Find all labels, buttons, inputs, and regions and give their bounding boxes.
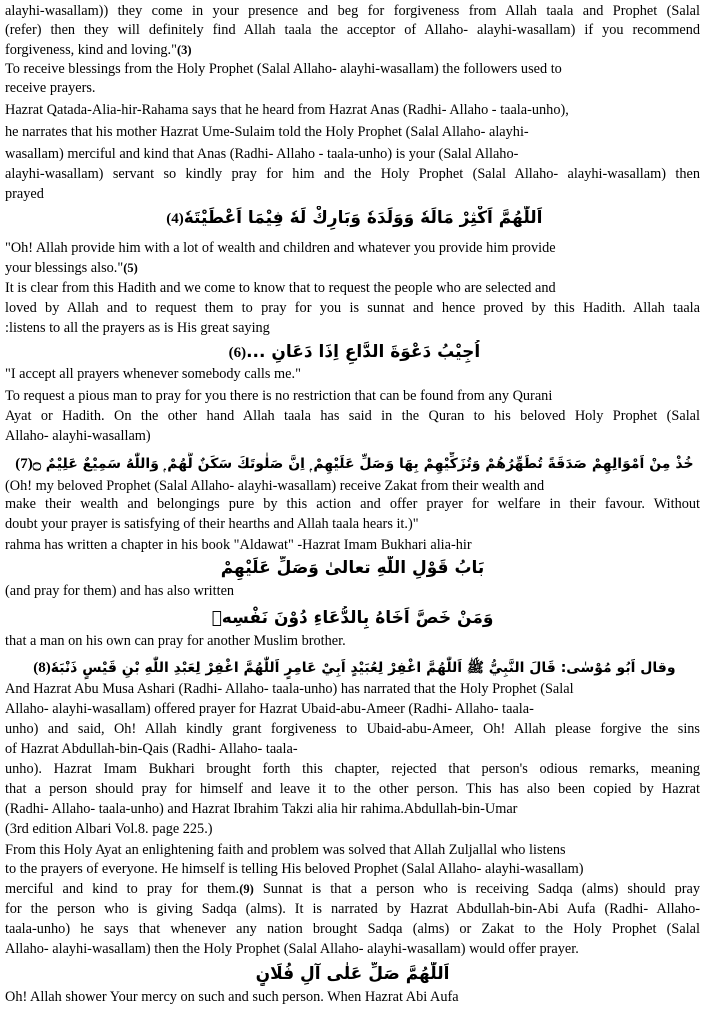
- text-line: [5, 761, 700, 778]
- footnote-reference: (7): [11, 456, 33, 472]
- line-text: alayhi-wasallam)) they come in your presence and beg for forgiveness from Allah taala and Prophet (Salal: [5, 3, 700, 19]
- line-text: rahma has written a chapter in his book "Aldawat" -Hazrat Imam Bukhari alia-hir: [5, 537, 472, 553]
- arabic-text: اَللّٰهُمَّ اَكْثِرْ مَالَهٗ وَوَلَدَهٗ وَبَارِكْ لَهٗ فِيْمَا اَعْطَيْتَهٗ: [183, 208, 543, 228]
- arabic-text: اُجِيْبُ دَعْوَةَ الدَّاعِ اِذَا دَعَانِ ...: [246, 342, 481, 362]
- line-text: Hazrat Qatada-Alia-hir-Rahama says that he heard from Hazrat Anas (Radhi- Allaho - taala-unho),: [5, 102, 569, 118]
- text-line: [5, 583, 700, 600]
- arabic-text: اَللّٰهُمَّ صَلِّ عَلٰى آلِ فُلَانٍ: [255, 964, 450, 984]
- line-text: Ayat or Hadith. On the other hand Allah taala has said in the Quran to his beloved Holy Prophet (Salal: [5, 408, 700, 424]
- text-line: [5, 146, 700, 163]
- text-line: [5, 842, 700, 859]
- line-text: Allaho- alayhi-wasallam) then the Holy Prophet (Salal Allaho- alayhi-wasallam) would offer prayer.: [5, 941, 579, 957]
- line-text: "I accept all prayers whenever somebody calls me.": [5, 366, 301, 382]
- text-line: [5, 22, 700, 39]
- line-text: It is clear from this Hadith and we come to know that to request the people who are selected and: [5, 280, 556, 296]
- text-line: [5, 801, 700, 818]
- text-line: [5, 701, 700, 718]
- arabic-verse: [0, 452, 705, 476]
- line-text: make their wealth and belongings pure by this action and offer prayer for welfare in their favour. Without: [5, 496, 700, 512]
- line-text: that a person should pray for himself and leave it to the other person. This has also been copied by Hazrat: [5, 781, 700, 797]
- arabic-text: وقال اَبُو مُوْسٰى: قَالَ النَّبِيُّ ﷺ اَللّٰهُمَّ اغْفِرْ لِعُبَيْدٍ اَبِيْ عَامِرٍ اَللّٰهُمَّ اغْفِرْ لِعَبْدِ اللّٰهِ بْنِ قَيْسٍ ذَنْبَهٗ: [50, 660, 676, 676]
- text-line: [5, 881, 700, 898]
- line-text: alayhi-wasallam) servant so kindly pray for him and the Holy Prophet (Salal Allaho- alayhi-wasallam) then: [5, 166, 700, 182]
- text-line: [5, 166, 700, 183]
- line-text: (Oh! my beloved Prophet (Salal Allaho- alayhi-wasallam) receive Zakat from their wealth and: [5, 478, 545, 494]
- text-line: [5, 901, 700, 918]
- line-text: to the prayers of everyone. He himself is telling His beloved Prophet (Salal Allaho- alayhi-wasallam): [5, 861, 584, 877]
- text-line: [5, 537, 700, 554]
- text-line: [5, 300, 700, 317]
- text-line: [5, 80, 700, 97]
- text-line: [5, 989, 700, 1006]
- line-text: receive prayers.: [5, 80, 96, 96]
- text-line: [5, 721, 700, 738]
- line-text: unho). Hazrat Imam Bukhari brought forth this chapter, rejected that person's odious remarks, meaning: [5, 761, 700, 777]
- line-text: Allaho- alayhi-wasallam) offered prayer for Hazrat Ubaid-abu-Ameer (Radhi- Allaho- taala-: [5, 701, 534, 717]
- text-line: [5, 3, 700, 20]
- arabic-verse: [0, 556, 705, 580]
- line-text: prayed: [5, 186, 44, 202]
- text-line: [5, 516, 700, 533]
- line-text: To receive blessings from the Holy Prophet (Salal Allaho- alayhi-wasallam) the followers used to: [5, 61, 562, 77]
- text-line: [5, 408, 700, 425]
- footnote-reference: (3): [176, 43, 192, 57]
- line-text: your blessings also.": [5, 260, 124, 276]
- text-line: [5, 478, 700, 495]
- text-line: [5, 366, 700, 383]
- footnote-reference: (5): [123, 261, 138, 275]
- text-line: [5, 280, 700, 297]
- text-line: [5, 102, 700, 119]
- line-text: that a man on his own can pray for another Muslim brother.: [5, 633, 346, 649]
- text-line: [5, 861, 700, 878]
- line-text: merciful and kind to pray for them.: [5, 881, 240, 897]
- line-text: doubt your prayer is satisfying of their hearths and Allah taala hears it.)": [5, 516, 419, 532]
- text-line: [5, 260, 700, 277]
- line-text: wasallam) merciful and kind that Anas (Radhi- Allaho - taala-unho) is your (Salal Allaho-: [5, 146, 519, 162]
- text-line: [5, 388, 700, 405]
- line-text: And Hazrat Abu Musa Ashari (Radhi- Allaho- taala-unho) has narrated that the Holy Prophet (Salal: [5, 681, 574, 697]
- arabic-text: بَابُ قَوْلِ اللّٰهِ تعالىٰ وَصَلِّ عَلَيْهِمْ: [220, 558, 485, 578]
- arabic-verse: [0, 606, 705, 630]
- text-line: [5, 781, 700, 798]
- text-line: [5, 186, 700, 203]
- text-line: [5, 240, 700, 257]
- text-line: [5, 42, 700, 59]
- line-text: Allaho- alayhi-wasallam): [5, 428, 151, 444]
- footnote-reference: (6): [224, 345, 247, 361]
- arabic-text: خُذْ مِنْ اَمْوَالِهِمْ صَدَقَةً تُطَهِّرُهُمْ وَتُزَكِّيْهِمْ بِهَا وَصَلِّ عَلَيْهِمْ ۭ اِنَّ صَلٰوتَكَ سَكَنٌ لَّهُمْ ۭ وَاللّٰهُ سَمِيْعٌ عَلِيْمٌ ۝: [32, 456, 694, 472]
- arabic-verse: [0, 962, 705, 986]
- text-line: [5, 633, 700, 650]
- line-text: unho) and said, Oh! Allah kindly grant forgiveness to Ubaid-abu-Ameer, Oh! Allah please forgive the sins: [5, 721, 700, 737]
- line-text-continued: Sunnat is that a person who is receiving Sadqa (alms) should pray: [253, 881, 700, 897]
- text-line: [5, 124, 700, 141]
- arabic-verse: [0, 656, 705, 680]
- line-text: "Oh! Allah provide him with a lot of wealth and children and whatever you provide him provide: [5, 240, 556, 256]
- text-line: [5, 428, 700, 445]
- text-line: [5, 496, 700, 513]
- text-line: [5, 681, 700, 698]
- line-text: (3rd edition Albari Vol.8. page 225.): [5, 821, 213, 837]
- line-text: (Radhi- Allaho- taala-unho) and Hazrat Ibrahim Takzi alia hir rahima.Abdullah-bin-Umar: [5, 801, 518, 817]
- line-text: Oh! Allah shower Your mercy on such and such person. When Hazrat Abi Aufa: [5, 989, 459, 1005]
- text-line: [5, 320, 700, 337]
- arabic-verse: [0, 206, 705, 231]
- arabic-verse: [0, 340, 705, 365]
- line-text: of Hazrat Abdullah-bin-Qais (Radhi- Allaho- taala-: [5, 741, 298, 757]
- text-line: [5, 921, 700, 938]
- text-line: [5, 61, 700, 78]
- line-text: loved by Allah and to request them to pray for you is sunnat and hence proved by this Hadith. Allah taala: [5, 300, 700, 316]
- footnote-reference: (8): [29, 660, 51, 676]
- line-text: he narrates that his mother Hazrat Ume-Sulaim told the Holy Prophet (Salal Allaho- alayhi-: [5, 124, 529, 140]
- line-text: (refer) then they will definitely find Allah taala the acceptor of Allaho- alayhi-wasallam) if you recommend: [5, 22, 700, 38]
- line-text: From this Holy Ayat an enlightening faith and problem was solved that Allah Zuljallal who listens: [5, 842, 566, 858]
- line-text: for the person who is giving Sadqa (alms). It is narrated by Hazrat Abdullah-bin-Abi Aufa (Radhi- Allaho-: [5, 901, 700, 917]
- line-text: taala-unho) he says that whenever any nation brought Sadqa (alms) or Zakat to the Holy Prophet (Salal: [5, 921, 700, 937]
- line-text: forgiveness, kind and loving.": [5, 42, 177, 58]
- footnote-reference: (4): [162, 211, 184, 227]
- line-text: To request a pious man to pray for you there is no restriction that can be found from any Qurani: [5, 388, 553, 404]
- text-line: [5, 741, 700, 758]
- text-line: [5, 821, 700, 838]
- footnote-reference: (9): [239, 882, 254, 896]
- arabic-text: وَمَنْ خَصَّ اَخَاهُ بِالدُّعَاءِ دُوْنَ نَفْسِهٖ: [211, 608, 494, 628]
- text-line: [5, 941, 700, 958]
- line-text: :listens to all the prayers as is His great saying: [5, 320, 270, 336]
- line-text: (and pray for them) and has also written: [5, 583, 235, 599]
